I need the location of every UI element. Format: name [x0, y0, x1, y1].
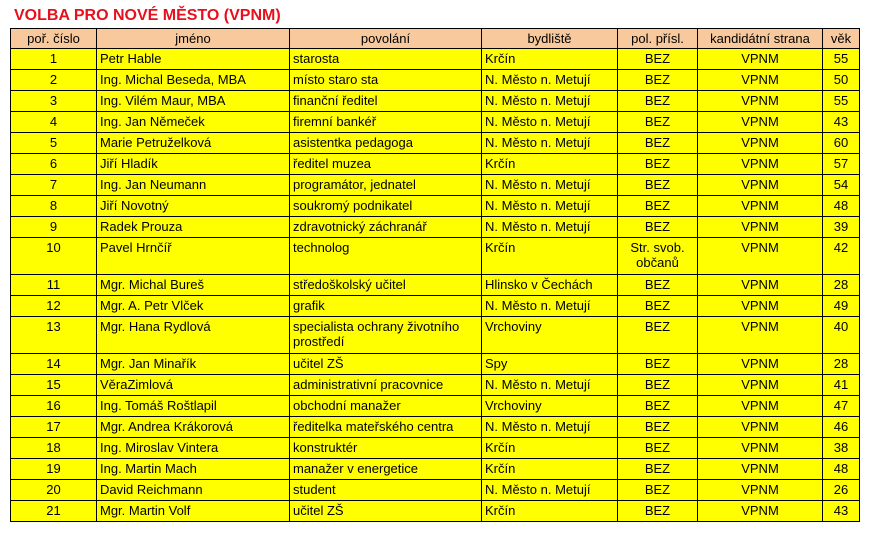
- candidate-table: [10, 28, 860, 522]
- cell-residence: Vrchoviny: [482, 396, 618, 417]
- cell-residence: N. Město n. Metují: [482, 91, 618, 112]
- cell-party-affiliation: BEZ: [618, 133, 698, 154]
- cell-residence: Krčín: [482, 438, 618, 459]
- table-row: [11, 296, 860, 317]
- cell-occupation: manažer v energetice: [290, 459, 482, 480]
- cell-residence: N. Město n. Metují: [482, 296, 618, 317]
- cell-occupation: ředitelka mateřského centra: [290, 417, 482, 438]
- cell-party-affiliation: BEZ: [618, 154, 698, 175]
- cell-occupation: soukromý podnikatel: [290, 196, 482, 217]
- cell-candidate-party: VPNM: [698, 501, 823, 522]
- cell-candidate-party: VPNM: [698, 196, 823, 217]
- table-row: [11, 196, 860, 217]
- cell-candidate-party: VPNM: [698, 317, 823, 354]
- cell-party-affiliation: BEZ: [618, 49, 698, 70]
- cell-candidate-party: VPNM: [698, 375, 823, 396]
- cell-residence: Krčín: [482, 238, 618, 275]
- cell-number: 13: [11, 317, 97, 354]
- cell-number: 4: [11, 112, 97, 133]
- cell-number: 9: [11, 217, 97, 238]
- cell-residence: Krčín: [482, 459, 618, 480]
- cell-occupation: finanční ředitel: [290, 91, 482, 112]
- cell-occupation: místo staro sta: [290, 70, 482, 91]
- cell-name: Mgr. A. Petr Vlček: [97, 296, 290, 317]
- table-row: [11, 354, 860, 375]
- table-row: [11, 154, 860, 175]
- cell-age: 55: [823, 91, 860, 112]
- cell-number: 20: [11, 480, 97, 501]
- cell-residence: N. Město n. Metují: [482, 417, 618, 438]
- cell-age: 40: [823, 317, 860, 354]
- cell-occupation: specialista ochrany životního prostředí: [290, 317, 482, 354]
- cell-name: Ing. Tomáš Roštlapil: [97, 396, 290, 417]
- cell-party-affiliation: BEZ: [618, 375, 698, 396]
- cell-number: 17: [11, 417, 97, 438]
- cell-occupation: obchodní manažer: [290, 396, 482, 417]
- cell-party-affiliation: BEZ: [618, 396, 698, 417]
- header-party-affiliation: pol. přísl.: [618, 29, 698, 49]
- page-title: VOLBA PRO NOVÉ MĚSTO (VPNM): [14, 7, 281, 24]
- cell-residence: Krčín: [482, 154, 618, 175]
- cell-age: 43: [823, 112, 860, 133]
- cell-party-affiliation: BEZ: [618, 354, 698, 375]
- cell-number: 8: [11, 196, 97, 217]
- cell-name: Ing. Martin Mach: [97, 459, 290, 480]
- cell-candidate-party: VPNM: [698, 217, 823, 238]
- cell-age: 50: [823, 70, 860, 91]
- cell-candidate-party: VPNM: [698, 70, 823, 91]
- cell-residence: N. Město n. Metují: [482, 70, 618, 91]
- cell-candidate-party: VPNM: [698, 133, 823, 154]
- header-occupation: povolání: [290, 29, 482, 49]
- cell-name: Ing. Vilém Maur, MBA: [97, 91, 290, 112]
- cell-residence: Hlinsko v Čechách: [482, 275, 618, 296]
- cell-name: Mgr. Michal Bureš: [97, 275, 290, 296]
- cell-age: 26: [823, 480, 860, 501]
- cell-number: 1: [11, 49, 97, 70]
- cell-party-affiliation: BEZ: [618, 91, 698, 112]
- table-row: [11, 275, 860, 296]
- cell-residence: Krčín: [482, 501, 618, 522]
- cell-party-affiliation: BEZ: [618, 70, 698, 91]
- table-row: [11, 459, 860, 480]
- cell-name: Jiří Hladík: [97, 154, 290, 175]
- cell-number: 3: [11, 91, 97, 112]
- cell-residence: N. Město n. Metují: [482, 175, 618, 196]
- cell-age: 38: [823, 438, 860, 459]
- cell-age: 43: [823, 501, 860, 522]
- cell-number: 18: [11, 438, 97, 459]
- cell-age: 49: [823, 296, 860, 317]
- cell-number: 12: [11, 296, 97, 317]
- table-row: [11, 238, 860, 275]
- cell-name: Mgr. Andrea Krákorová: [97, 417, 290, 438]
- cell-name: Pavel Hrnčíř: [97, 238, 290, 275]
- cell-name: Ing. Michal Beseda, MBA: [97, 70, 290, 91]
- cell-party-affiliation: BEZ: [618, 175, 698, 196]
- cell-occupation: zdravotnický záchranář: [290, 217, 482, 238]
- cell-residence: N. Město n. Metují: [482, 480, 618, 501]
- cell-number: 10: [11, 238, 97, 275]
- cell-party-affiliation: Str. svob. občanů: [618, 238, 698, 275]
- table-row: [11, 501, 860, 522]
- cell-party-affiliation: BEZ: [618, 196, 698, 217]
- cell-number: 14: [11, 354, 97, 375]
- cell-number: 2: [11, 70, 97, 91]
- cell-candidate-party: VPNM: [698, 238, 823, 275]
- cell-occupation: učitel ZŠ: [290, 501, 482, 522]
- cell-age: 60: [823, 133, 860, 154]
- cell-party-affiliation: BEZ: [618, 501, 698, 522]
- table-row: [11, 396, 860, 417]
- table-row: [11, 49, 860, 70]
- cell-number: 5: [11, 133, 97, 154]
- cell-name: Mgr. Hana Rydlová: [97, 317, 290, 354]
- cell-age: 57: [823, 154, 860, 175]
- cell-name: Marie Petruželková: [97, 133, 290, 154]
- cell-name: Ing. Jan Němeček: [97, 112, 290, 133]
- cell-party-affiliation: BEZ: [618, 459, 698, 480]
- cell-name: Petr Hable: [97, 49, 290, 70]
- header-candidate-party: kandidátní strana: [698, 29, 823, 49]
- cell-residence: N. Město n. Metují: [482, 375, 618, 396]
- table-header-row: [11, 29, 860, 49]
- cell-age: 46: [823, 417, 860, 438]
- cell-age: 55: [823, 49, 860, 70]
- cell-name: Ing. Jan Neumann: [97, 175, 290, 196]
- cell-number: 6: [11, 154, 97, 175]
- header-residence: bydliště: [482, 29, 618, 49]
- cell-candidate-party: VPNM: [698, 459, 823, 480]
- cell-age: 28: [823, 275, 860, 296]
- header-number: poř. číslo: [11, 29, 97, 49]
- cell-residence: N. Město n. Metují: [482, 217, 618, 238]
- cell-age: 47: [823, 396, 860, 417]
- cell-occupation: konstruktér: [290, 438, 482, 459]
- cell-candidate-party: VPNM: [698, 91, 823, 112]
- cell-occupation: student: [290, 480, 482, 501]
- cell-party-affiliation: BEZ: [618, 275, 698, 296]
- cell-candidate-party: VPNM: [698, 154, 823, 175]
- cell-occupation: asistentka pedagoga: [290, 133, 482, 154]
- cell-age: 48: [823, 196, 860, 217]
- cell-occupation: středoškolský učitel: [290, 275, 482, 296]
- table-row: [11, 417, 860, 438]
- cell-name: Radek Prouza: [97, 217, 290, 238]
- cell-residence: Spy: [482, 354, 618, 375]
- table-row: [11, 480, 860, 501]
- cell-candidate-party: VPNM: [698, 396, 823, 417]
- cell-party-affiliation: BEZ: [618, 317, 698, 354]
- cell-occupation: technolog: [290, 238, 482, 275]
- cell-candidate-party: VPNM: [698, 438, 823, 459]
- cell-party-affiliation: BEZ: [618, 438, 698, 459]
- table-row: [11, 217, 860, 238]
- cell-candidate-party: VPNM: [698, 175, 823, 196]
- cell-name: VěraZimlová: [97, 375, 290, 396]
- cell-residence: Vrchoviny: [482, 317, 618, 354]
- cell-age: 48: [823, 459, 860, 480]
- table-row: [11, 438, 860, 459]
- cell-number: 19: [11, 459, 97, 480]
- cell-occupation: administrativní pracovnice: [290, 375, 482, 396]
- cell-party-affiliation: BEZ: [618, 217, 698, 238]
- cell-candidate-party: VPNM: [698, 49, 823, 70]
- cell-name: David Reichmann: [97, 480, 290, 501]
- cell-number: 21: [11, 501, 97, 522]
- cell-candidate-party: VPNM: [698, 112, 823, 133]
- cell-occupation: firemní bankéř: [290, 112, 482, 133]
- cell-party-affiliation: BEZ: [618, 112, 698, 133]
- cell-name: Ing. Miroslav Vintera: [97, 438, 290, 459]
- table-row: [11, 91, 860, 112]
- cell-occupation: ředitel muzea: [290, 154, 482, 175]
- cell-number: 7: [11, 175, 97, 196]
- cell-candidate-party: VPNM: [698, 296, 823, 317]
- cell-candidate-party: VPNM: [698, 417, 823, 438]
- cell-occupation: starosta: [290, 49, 482, 70]
- header-age: věk: [823, 29, 860, 49]
- cell-name: Jiří Novotný: [97, 196, 290, 217]
- table-row: [11, 375, 860, 396]
- table-row: [11, 175, 860, 196]
- cell-residence: N. Město n. Metují: [482, 196, 618, 217]
- cell-occupation: programátor, jednatel: [290, 175, 482, 196]
- table-row: [11, 70, 860, 91]
- cell-party-affiliation: BEZ: [618, 417, 698, 438]
- cell-party-affiliation: BEZ: [618, 296, 698, 317]
- header-name: jméno: [97, 29, 290, 49]
- cell-name: Mgr. Martin Volf: [97, 501, 290, 522]
- cell-age: 28: [823, 354, 860, 375]
- cell-party-affiliation: BEZ: [618, 480, 698, 501]
- cell-number: 15: [11, 375, 97, 396]
- cell-age: 54: [823, 175, 860, 196]
- cell-residence: N. Město n. Metují: [482, 112, 618, 133]
- table-row: [11, 317, 860, 354]
- cell-age: 42: [823, 238, 860, 275]
- cell-age: 41: [823, 375, 860, 396]
- cell-residence: N. Město n. Metují: [482, 133, 618, 154]
- cell-name: Mgr. Jan Minařík: [97, 354, 290, 375]
- cell-occupation: grafik: [290, 296, 482, 317]
- table-row: [11, 112, 860, 133]
- cell-candidate-party: VPNM: [698, 354, 823, 375]
- cell-number: 16: [11, 396, 97, 417]
- cell-number: 11: [11, 275, 97, 296]
- cell-occupation: učitel ZŠ: [290, 354, 482, 375]
- table-row: [11, 133, 860, 154]
- cell-residence: Krčín: [482, 49, 618, 70]
- cell-candidate-party: VPNM: [698, 480, 823, 501]
- cell-age: 39: [823, 217, 860, 238]
- cell-candidate-party: VPNM: [698, 275, 823, 296]
